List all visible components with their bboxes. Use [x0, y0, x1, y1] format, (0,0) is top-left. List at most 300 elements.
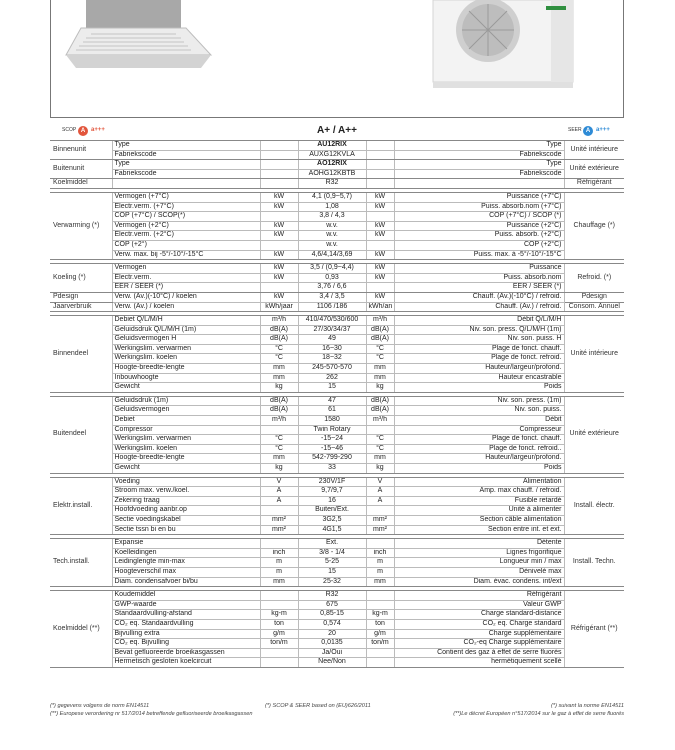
unit-fr: kW [366, 202, 394, 212]
pdesign-row [50, 292, 624, 302]
outdoor-group-label-nl: Buitendeel [50, 396, 112, 473]
property-nl: Geluidsdruk Q/L/M/H (1m) [112, 325, 260, 335]
electrical-group-label-fr: Install. électr. [564, 477, 624, 535]
refrigerant-row [50, 600, 624, 610]
heating-row [50, 212, 624, 222]
outdoor-row [50, 396, 624, 406]
unit-nl: kg [260, 383, 298, 393]
unit-nl: mm² [260, 525, 298, 535]
property-nl: Diam. condensafvoer bi/bu [112, 577, 260, 587]
unit-fr [366, 212, 394, 222]
cooling-group-label-fr: Refroid. (*) [564, 264, 624, 293]
value: 245-570-570 [298, 364, 366, 374]
value: 3,5 / (0,9~4,4) [298, 264, 366, 274]
unit-fr [366, 506, 394, 516]
property-fr: Poids [394, 464, 564, 474]
technical-row [50, 539, 624, 549]
property-nl: Gewicht [112, 464, 260, 474]
indoor-row [50, 354, 624, 364]
property-fr: Plage de fonct. chauff. [394, 435, 564, 445]
footnote-nl-1: (*) gegevens volgens de norm EN14511 [50, 703, 150, 709]
property-fr: Section câble alimentation [394, 515, 564, 525]
value: 1106 /186 [298, 302, 366, 312]
unit-fr: m [366, 558, 394, 568]
value: 4G1,5 [298, 525, 366, 535]
value: Ja/Oui [298, 648, 366, 658]
unit-nl: kW [260, 192, 298, 202]
property-nl: Leidinglengte min-max [112, 558, 260, 568]
property-fr: Charge supplémentaire [394, 629, 564, 639]
value: R32 [298, 179, 366, 189]
value: 16 [298, 496, 366, 506]
electrical-row [50, 506, 624, 516]
unit-nl: mm [260, 364, 298, 374]
value: 262 [298, 373, 366, 383]
unit-fr: kW [366, 273, 394, 283]
property-nl: Compressor [112, 425, 260, 435]
property-nl: Electr.verm. (+7°C) [112, 202, 260, 212]
value: 16~30 [298, 344, 366, 354]
technical-row [50, 548, 624, 558]
outdoor-row [50, 425, 624, 435]
property-fr: Chauff. (Av.)(-10°C) / refroid. [394, 292, 564, 302]
property-fr: EER / SEER (*) [394, 283, 564, 293]
property-fr: Niv. son. press. Q/L/M/H (1m) [394, 325, 564, 335]
property-fr: Détente [394, 539, 564, 549]
property-nl: Hermetisch gesloten koelcircuit [112, 658, 260, 668]
unit-fr: g/m [366, 629, 394, 639]
property-fr: Hauteur/largeur/profond. [394, 454, 564, 464]
unit-nl: g/m [260, 629, 298, 639]
property-fr: Plage de fonct. refroid. [394, 354, 564, 364]
outdoor-group-label-fr: Unité extérieure [564, 396, 624, 473]
property-fr: Puiss. max. à -5°/-10°/-15°C [394, 250, 564, 260]
unit-nl: kW [260, 221, 298, 231]
heating-group-label-nl: Verwarming (*) [50, 192, 112, 259]
unit-fr [366, 150, 394, 160]
refrigerant-id-row [50, 179, 624, 189]
property-nl: Gewicht [112, 383, 260, 393]
unit-nl: mm² [260, 515, 298, 525]
unit-fr: m [366, 567, 394, 577]
value: R32 [298, 591, 366, 601]
property-fr: Diam. évac. condens. int/ext [394, 577, 564, 587]
unit-id-1-group-label-nl: Buitenunit [50, 160, 112, 179]
value: 15 [298, 567, 366, 577]
property-fr: Débit Q/L/M/H [394, 316, 564, 326]
unit-nl: kg-m [260, 610, 298, 620]
value: 542-799-290 [298, 454, 366, 464]
value: AOHG12KBTB [298, 169, 366, 179]
refrigerant-row [50, 619, 624, 629]
unit-nl: m³/h [260, 316, 298, 326]
unit-fr [366, 600, 394, 610]
indoor-group-label-nl: Binnendeel [50, 316, 112, 393]
property-nl: Type [112, 141, 260, 151]
technical-row [50, 577, 624, 587]
footnote-mid-1: (*) SCOP & SEER based on (EU)626/2011 [265, 703, 371, 709]
seer-label: SEER [568, 127, 582, 133]
product-photos [50, 0, 624, 118]
property-nl: GWP-waarde [112, 600, 260, 610]
refrigerant-group-label-nl: Koelmiddel (**) [50, 591, 112, 668]
value: 0,574 [298, 619, 366, 629]
property-fr [394, 179, 564, 189]
property-fr: Débit [394, 416, 564, 426]
value: 0,0135 [298, 639, 366, 649]
property-fr: COP (+7°C) / SCOP (*) [394, 212, 564, 222]
unit-fr [366, 160, 394, 170]
electrical-row [50, 525, 624, 535]
unit-nl: ton [260, 619, 298, 629]
spec-table [50, 140, 624, 668]
value: AUXG12KVLA [298, 150, 366, 160]
unit-nl: kW [260, 231, 298, 241]
value: 1580 [298, 416, 366, 426]
property-fr: Dénivelé max [394, 567, 564, 577]
refrigerant-row [50, 648, 624, 658]
value: 3,4 / 3,5 [298, 292, 366, 302]
scop-leaf-icon: A [78, 126, 88, 136]
heating-row [50, 221, 624, 231]
energy-class-label: A+ / A++ [317, 125, 357, 136]
property-nl: Vermogen (+7°C) [112, 192, 260, 202]
refrigerant-id-label-nl: Koelmiddel [50, 179, 112, 189]
property-fr: Lignes frigorifique [394, 548, 564, 558]
property-nl: Stroom max. verw./koel. [112, 487, 260, 497]
property-nl: COP (+2°) [112, 240, 260, 250]
unit-fr [366, 240, 394, 250]
property-fr: Fabriekscode [394, 169, 564, 179]
unit-nl [260, 539, 298, 549]
seer-leaf-icon: A [583, 126, 593, 136]
unit-fr: dB(A) [366, 325, 394, 335]
property-nl: Hoogte-breedte-lengte [112, 454, 260, 464]
heating-group-label-fr: Chauffage (*) [564, 192, 624, 259]
property-nl: Vermogen [112, 264, 260, 274]
cassette-unit-image [66, 0, 211, 68]
scop-label: SCOP [62, 127, 77, 133]
unit-nl [260, 212, 298, 222]
unit-nl [260, 600, 298, 610]
value: 1,08 [298, 202, 366, 212]
unit-fr [366, 591, 394, 601]
property-nl: Expansie [112, 539, 260, 549]
property-fr: Puissance (+2°C) [394, 221, 564, 231]
electrical-row [50, 487, 624, 497]
unit-nl: ton/m [260, 639, 298, 649]
unit-id-0-row [50, 141, 624, 151]
property-nl: CO₂ eq. Standaardvulling [112, 619, 260, 629]
unit-fr: V [366, 477, 394, 487]
property-nl: Werkingslim. koelen [112, 444, 260, 454]
unit-fr: mm [366, 364, 394, 374]
value: 27/30/34/37 [298, 325, 366, 335]
unit-nl: mm [260, 454, 298, 464]
unit-nl: dB(A) [260, 335, 298, 345]
property-fr: Réfrigérant [394, 591, 564, 601]
unit-nl: m³/h [260, 416, 298, 426]
unit-fr [366, 425, 394, 435]
property-nl: Voeding [112, 477, 260, 487]
unit-nl: inch [260, 548, 298, 558]
indoor-row [50, 335, 624, 345]
unit-nl: dB(A) [260, 406, 298, 416]
product-illustration [51, 0, 624, 118]
value: AU12RIX [298, 141, 366, 151]
value: 47 [298, 396, 366, 406]
property-fr: Poids [394, 383, 564, 393]
seer-class-mini: a+++ [596, 127, 610, 133]
property-fr: CO₂ eq. Charge standard [394, 619, 564, 629]
value: 5-25 [298, 558, 366, 568]
property-fr: Puissance (+7°C) [394, 192, 564, 202]
property-nl: CO₂ eq. Bijvulling [112, 639, 260, 649]
property-fr: Niv. son. puiss. [394, 406, 564, 416]
property-nl: Inbouwhoogte [112, 373, 260, 383]
value: Buiten/Ext. [298, 506, 366, 516]
refrigerant-group-label-fr: Réfrigérant (**) [564, 591, 624, 668]
heating-row [50, 202, 624, 212]
unit-fr: dB(A) [366, 406, 394, 416]
property-nl: Sectie voedingskabel [112, 515, 260, 525]
electrical-row [50, 477, 624, 487]
value: w.v. [298, 231, 366, 241]
property-fr: Puissance [394, 264, 564, 274]
unit-nl [260, 150, 298, 160]
energy-rating-row [50, 125, 624, 138]
property-nl: Type [112, 160, 260, 170]
refrigerant-row [50, 629, 624, 639]
property-fr: Charge standard-distance [394, 610, 564, 620]
property-nl [112, 179, 260, 189]
pdesign-row [50, 302, 624, 312]
unit-nl: kW [260, 264, 298, 274]
property-nl: Hoofdvoeding aanbr.op [112, 506, 260, 516]
outdoor-row [50, 464, 624, 474]
unit-nl [260, 591, 298, 601]
unit-nl [260, 240, 298, 250]
unit-nl: dB(A) [260, 396, 298, 406]
heating-row [50, 231, 624, 241]
unit-nl: kW [260, 250, 298, 260]
property-nl: Bijvulling extra [112, 629, 260, 639]
property-fr: Niv. son. puiss. H [394, 335, 564, 345]
unit-fr [366, 539, 394, 549]
unit-nl [260, 425, 298, 435]
property-fr: Plage de fonct. chauff. [394, 344, 564, 354]
value: 15 [298, 383, 366, 393]
pdesign-label-nl: Pdesign [50, 292, 112, 302]
unit-fr: dB(A) [366, 335, 394, 345]
property-nl: Debiet [112, 416, 260, 426]
indoor-group-label-fr: Unité intérieure [564, 316, 624, 393]
unit-fr: °C [366, 344, 394, 354]
value: Nee/Non [298, 658, 366, 668]
unit-nl [260, 283, 298, 293]
value: Ext. [298, 539, 366, 549]
value: 9,7/9,7 [298, 487, 366, 497]
property-fr: Longueur min / max [394, 558, 564, 568]
value: AO12RIX [298, 160, 366, 170]
value: w.v. [298, 240, 366, 250]
property-nl: Bevat gefluoreerde broeikasgassen [112, 648, 260, 658]
property-nl: Werkingslim. verwarmen [112, 344, 260, 354]
property-nl: Geluidsvermogen [112, 406, 260, 416]
unit-nl: kg [260, 464, 298, 474]
unit-nl: mm [260, 373, 298, 383]
unit-fr [366, 283, 394, 293]
outdoor-row [50, 444, 624, 454]
indoor-row [50, 325, 624, 335]
cooling-row [50, 264, 624, 274]
property-nl: Sectie tssn bi en bu [112, 525, 260, 535]
property-fr: Puiss. absorb.nom [394, 273, 564, 283]
technical-group-label-fr: Install. Techn. [564, 539, 624, 587]
unit-fr: mm [366, 454, 394, 464]
unit-nl: mm [260, 577, 298, 587]
unit-fr: m³/h [366, 416, 394, 426]
pdesign-label-nl: Jaarverbruik [50, 302, 112, 312]
property-fr: Alimentation [394, 477, 564, 487]
property-fr: Contient des gaz à effet de serre fluorés [394, 648, 564, 658]
property-fr: Fabriekscode [394, 150, 564, 160]
unit-nl [260, 658, 298, 668]
property-fr: Unité à alimenter [394, 506, 564, 516]
unit-nl [260, 506, 298, 516]
property-nl: EER / SEER (*) [112, 283, 260, 293]
value: w.v. [298, 221, 366, 231]
unit-nl: °C [260, 444, 298, 454]
unit-fr: kW [366, 231, 394, 241]
unit-nl: kW [260, 273, 298, 283]
value: 49 [298, 335, 366, 345]
refrigerant-id-label-fr: Réfrigérant [564, 179, 624, 189]
property-fr: Puiss. absorb. (+2°C) [394, 231, 564, 241]
property-fr: Fusible retardé [394, 496, 564, 506]
property-nl: Electr.verm. (+2°C) [112, 231, 260, 241]
scop-class-mini: a+++ [91, 127, 105, 133]
unit-fr [366, 179, 394, 189]
value: -15~24 [298, 435, 366, 445]
property-nl: Standaardvulling-afstand [112, 610, 260, 620]
value: 0,85-15 [298, 610, 366, 620]
property-fr: Niv. son. press. (1m) [394, 396, 564, 406]
property-nl: Verw. (Av.) / koelen [112, 302, 260, 312]
property-nl: COP (+7°C) / SCOP(*) [112, 212, 260, 222]
footnote-fr-2: (**)Le décret Européen n°517/2014 sur le gaz à effet de serre fluorés [453, 711, 624, 717]
unit-fr: kW [366, 221, 394, 231]
unit-fr: m³/h [366, 316, 394, 326]
value: 33 [298, 464, 366, 474]
unit-nl: °C [260, 344, 298, 354]
property-nl: Koelleidingen [112, 548, 260, 558]
value: 25-32 [298, 577, 366, 587]
unit-nl [260, 169, 298, 179]
value: 18~32 [298, 354, 366, 364]
value: 230V/1F [298, 477, 366, 487]
unit-fr: kg [366, 383, 394, 393]
unit-fr: A [366, 487, 394, 497]
unit-fr: A [366, 496, 394, 506]
property-fr: Valeur GWP [394, 600, 564, 610]
indoor-row [50, 373, 624, 383]
unit-nl [260, 141, 298, 151]
refrigerant-row [50, 639, 624, 649]
property-fr: Type [394, 141, 564, 151]
value: -15~46 [298, 444, 366, 454]
unit-fr: °C [366, 444, 394, 454]
indoor-row [50, 316, 624, 326]
unit-nl: dB(A) [260, 325, 298, 335]
unit-nl: °C [260, 354, 298, 364]
property-nl: Werkingslim. koelen [112, 354, 260, 364]
property-fr: Hauteur encastrable [394, 373, 564, 383]
property-nl: Hoogteverschil max [112, 567, 260, 577]
unit-nl: A [260, 496, 298, 506]
refrigerant-row [50, 591, 624, 601]
value: 410/470/530/600 [298, 316, 366, 326]
property-nl: Verw. max. bij -5°/-10°/-15°C [112, 250, 260, 260]
unit-fr [366, 141, 394, 151]
value: 20 [298, 629, 366, 639]
unit-fr: kW [366, 192, 394, 202]
property-nl: Hoogte-breedte-lengte [112, 364, 260, 374]
unit-fr [366, 169, 394, 179]
value: 3/8 - 1/4 [298, 548, 366, 558]
cooling-group-label-nl: Koeling (*) [50, 264, 112, 293]
value: 61 [298, 406, 366, 416]
unit-fr: ton/m [366, 639, 394, 649]
electrical-row [50, 515, 624, 525]
technical-group-label-nl: Tech.install. [50, 539, 112, 587]
unit-fr: °C [366, 435, 394, 445]
property-nl: Geluidsdruk (1m) [112, 396, 260, 406]
unit-fr: °C [366, 354, 394, 364]
value: 3,8 / 4,3 [298, 212, 366, 222]
unit-id-1-row [50, 160, 624, 170]
heating-row [50, 250, 624, 260]
refrigerant-row [50, 658, 624, 668]
unit-id-0-group-label-fr: Unité intérieure [564, 141, 624, 160]
outdoor-unit-image [433, 0, 573, 88]
property-fr: hermétiquement scellé [394, 658, 564, 668]
property-nl: Verw. (Av.)(-10°C) / koelen [112, 292, 260, 302]
unit-nl: kW [260, 292, 298, 302]
property-nl: Vermogen (+2°C) [112, 221, 260, 231]
value: 3,76 / 6,6 [298, 283, 366, 293]
value: 675 [298, 600, 366, 610]
property-nl: Debiet Q/L/M/H [112, 316, 260, 326]
unit-fr: mm² [366, 515, 394, 525]
property-fr: Compresseur [394, 425, 564, 435]
outdoor-row [50, 454, 624, 464]
property-nl: Fabriekscode [112, 169, 260, 179]
outdoor-row [50, 406, 624, 416]
unit-nl [260, 160, 298, 170]
property-fr: Section entre int. et ext. [394, 525, 564, 535]
unit-fr: kW [366, 250, 394, 260]
unit-fr: kWh/an [366, 302, 394, 312]
unit-fr: mm [366, 577, 394, 587]
heating-row [50, 240, 624, 250]
unit-id-0-group-label-nl: Binnenunit [50, 141, 112, 160]
unit-nl: kWh/jaar [260, 302, 298, 312]
footnote-nl-2: (**) Europese verordering nr 517/2014 betreffende gefluoriseerde broeikasgassen [50, 711, 253, 717]
unit-nl: °C [260, 435, 298, 445]
property-fr: Plage de fonct. refroid.. [394, 444, 564, 454]
refrigerant-row [50, 610, 624, 620]
